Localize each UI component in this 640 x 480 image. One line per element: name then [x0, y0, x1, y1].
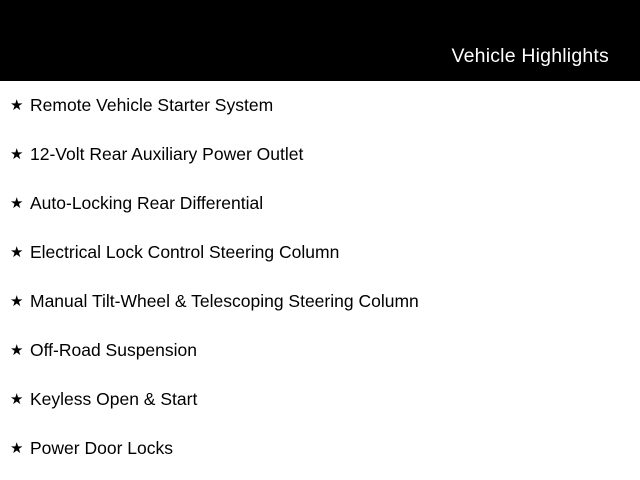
star-bullet-icon: ★: [10, 244, 24, 261]
list-item-label: Remote Vehicle Starter System: [30, 95, 274, 116]
star-bullet-icon: ★: [10, 195, 24, 212]
page-header: [0, 0, 640, 81]
star-bullet-icon: ★: [10, 146, 24, 163]
list-item-label: Off-Road Suspension: [30, 340, 198, 361]
list-item: [0, 130, 640, 179]
list-item: [0, 277, 640, 326]
list-item: [0, 375, 640, 424]
list-item: [0, 81, 640, 130]
star-bullet-icon: ★: [10, 342, 24, 359]
star-bullet-icon: ★: [10, 293, 24, 310]
list-item-label: Auto-Locking Rear Differential: [30, 193, 264, 214]
list-item: [0, 179, 640, 228]
list-item-label: Keyless Open & Start: [30, 389, 198, 410]
list-item: [0, 228, 640, 277]
list-item-label: Power Door Locks: [30, 438, 173, 459]
list-item-label: 12-Volt Rear Auxiliary Power Outlet: [30, 144, 304, 165]
list-item: [0, 424, 640, 473]
star-bullet-icon: ★: [10, 97, 24, 114]
list-item: [0, 326, 640, 375]
page-title: Vehicle Highlights: [451, 44, 609, 67]
star-bullet-icon: ★: [10, 440, 24, 457]
list-item-label: Electrical Lock Control Steering Column: [30, 242, 340, 263]
star-bullet-icon: ★: [10, 391, 24, 408]
highlights-list: [0, 81, 640, 473]
list-item-label: Manual Tilt-Wheel & Telescoping Steering Column: [30, 291, 419, 312]
